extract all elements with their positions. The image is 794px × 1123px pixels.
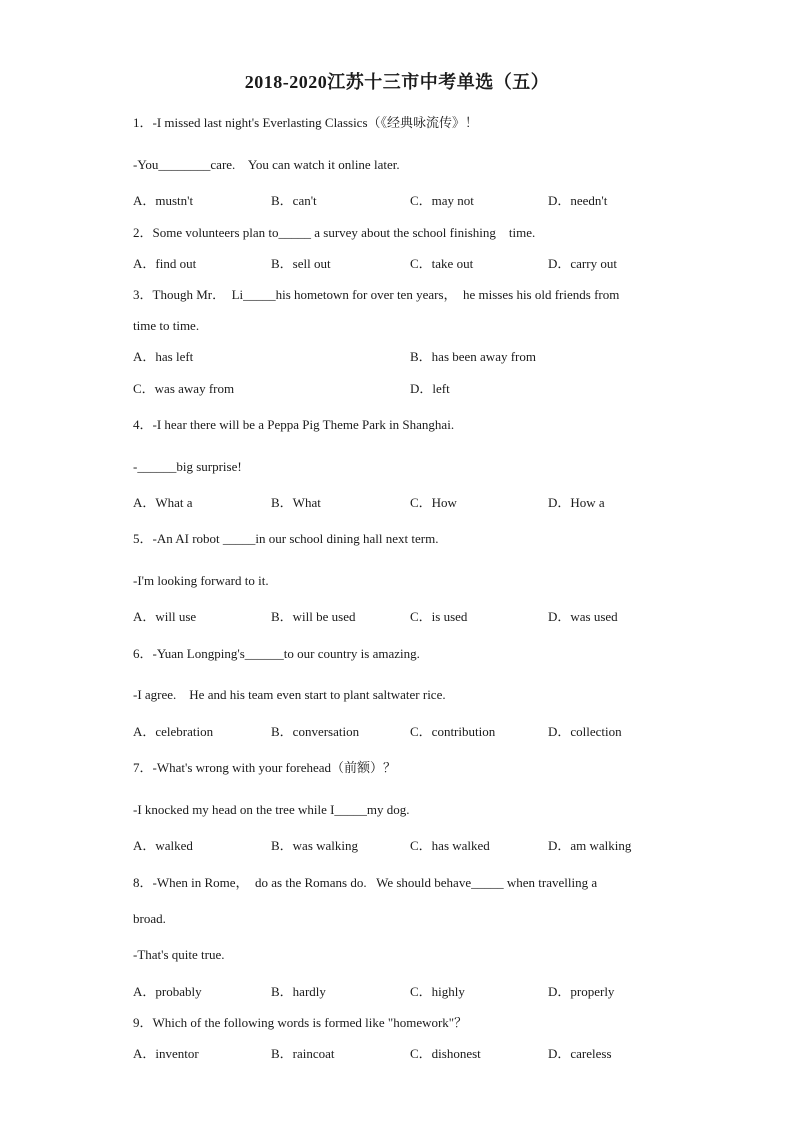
q1-option-c[interactable]: C．may not — [410, 193, 474, 208]
q6-option-c[interactable]: C．contribution — [410, 724, 496, 739]
question-4-line-2: -______big surprise! — [133, 459, 242, 474]
q5-option-a[interactable]: A．will use — [133, 609, 197, 624]
question-5-line-2: -I'm looking forward to it. — [133, 573, 269, 588]
q6-option-d[interactable]: D．collection — [548, 724, 622, 739]
q5-option-b[interactable]: B．will be used — [271, 609, 356, 624]
q2-option-b[interactable]: B．sell out — [271, 256, 331, 271]
question-8-line-2: broad. — [133, 911, 166, 926]
question-8-line-3: -That's quite true. — [133, 947, 225, 962]
q9-option-c[interactable]: C．dishonest — [410, 1046, 481, 1061]
q1-option-a[interactable]: A．mustn't — [133, 193, 194, 208]
q3-option-c[interactable]: C．was away from — [133, 381, 235, 396]
q1-option-d[interactable]: D．needn't — [548, 193, 608, 208]
question-6-line-2: -I agree. He and his team even start to plant saltwater rice. — [133, 687, 446, 702]
question-7-line-1: 7．-What's wrong with your forehead（前额）？ — [133, 760, 397, 775]
question-6-line-1: 6．-Yuan Longping's______to our country is amazing. — [133, 646, 420, 661]
q3-option-d[interactable]: D．left — [410, 381, 450, 396]
q4-option-b[interactable]: B．What — [271, 495, 321, 510]
q8-option-d[interactable]: D．properly — [548, 984, 615, 999]
q6-option-b[interactable]: B．conversation — [271, 724, 360, 739]
q2-option-c[interactable]: C．take out — [410, 256, 474, 271]
q7-option-b[interactable]: B．was walking — [271, 838, 359, 853]
q5-option-d[interactable]: D．was used — [548, 609, 618, 624]
q7-option-c[interactable]: C．has walked — [410, 838, 490, 853]
q8-option-a[interactable]: A．probably — [133, 984, 202, 999]
q6-option-a[interactable]: A．celebration — [133, 724, 214, 739]
q4-option-d[interactable]: D．How a — [548, 495, 605, 510]
q8-option-b[interactable]: B．hardly — [271, 984, 326, 999]
q4-option-c[interactable]: C．How — [410, 495, 457, 510]
q9-option-d[interactable]: D．careless — [548, 1046, 612, 1061]
question-3-line-1: 3．Though Mr． Li_____his hometown for over ten years， he misses his old friends from — [133, 287, 620, 302]
question-9-line-1: 9．Which of the following words is formed like "homework"？ — [133, 1015, 468, 1030]
q5-option-c[interactable]: C．is used — [410, 609, 468, 624]
q8-option-c[interactable]: C．highly — [410, 984, 465, 999]
q2-option-a[interactable]: A．find out — [133, 256, 197, 271]
question-5-line-1: 5．-An AI robot _____in our school dining hall next term. — [133, 531, 439, 546]
q3-option-a[interactable]: A．has left — [133, 349, 194, 364]
q4-option-a[interactable]: A．What a — [133, 495, 193, 510]
q7-option-d[interactable]: D．am walking — [548, 838, 632, 853]
question-2-line-1: 2．Some volunteers plan to_____ a survey about the school finishing time. — [133, 225, 536, 240]
q7-option-a[interactable]: A．walked — [133, 838, 193, 853]
q2-option-d[interactable]: D．carry out — [548, 256, 617, 271]
question-3-line-2: time to time. — [133, 318, 200, 333]
question-1-line-1: 1．-I missed last night's Everlasting Classics（《经典咏流传》！ — [133, 115, 479, 130]
question-1-line-2: -You________care. You can watch it online later. — [133, 157, 400, 172]
q9-option-b[interactable]: B．raincoat — [271, 1046, 335, 1061]
question-4-line-1: 4．-I hear there will be a Peppa Pig Theme Park in Shanghai. — [133, 417, 455, 432]
page-title: 2018-2020江苏十三市中考单选（五） — [244, 72, 550, 92]
q3-option-b[interactable]: B．has been away from — [410, 349, 536, 364]
q1-option-b[interactable]: B．can't — [271, 193, 317, 208]
question-7-line-2: -I knocked my head on the tree while I_____my dog. — [133, 802, 410, 817]
question-8-line-1: 8．-When in Rome， do as the Romans do. We should behave_____ when travelling a — [133, 875, 598, 890]
q9-option-a[interactable]: A．inventor — [133, 1046, 199, 1061]
